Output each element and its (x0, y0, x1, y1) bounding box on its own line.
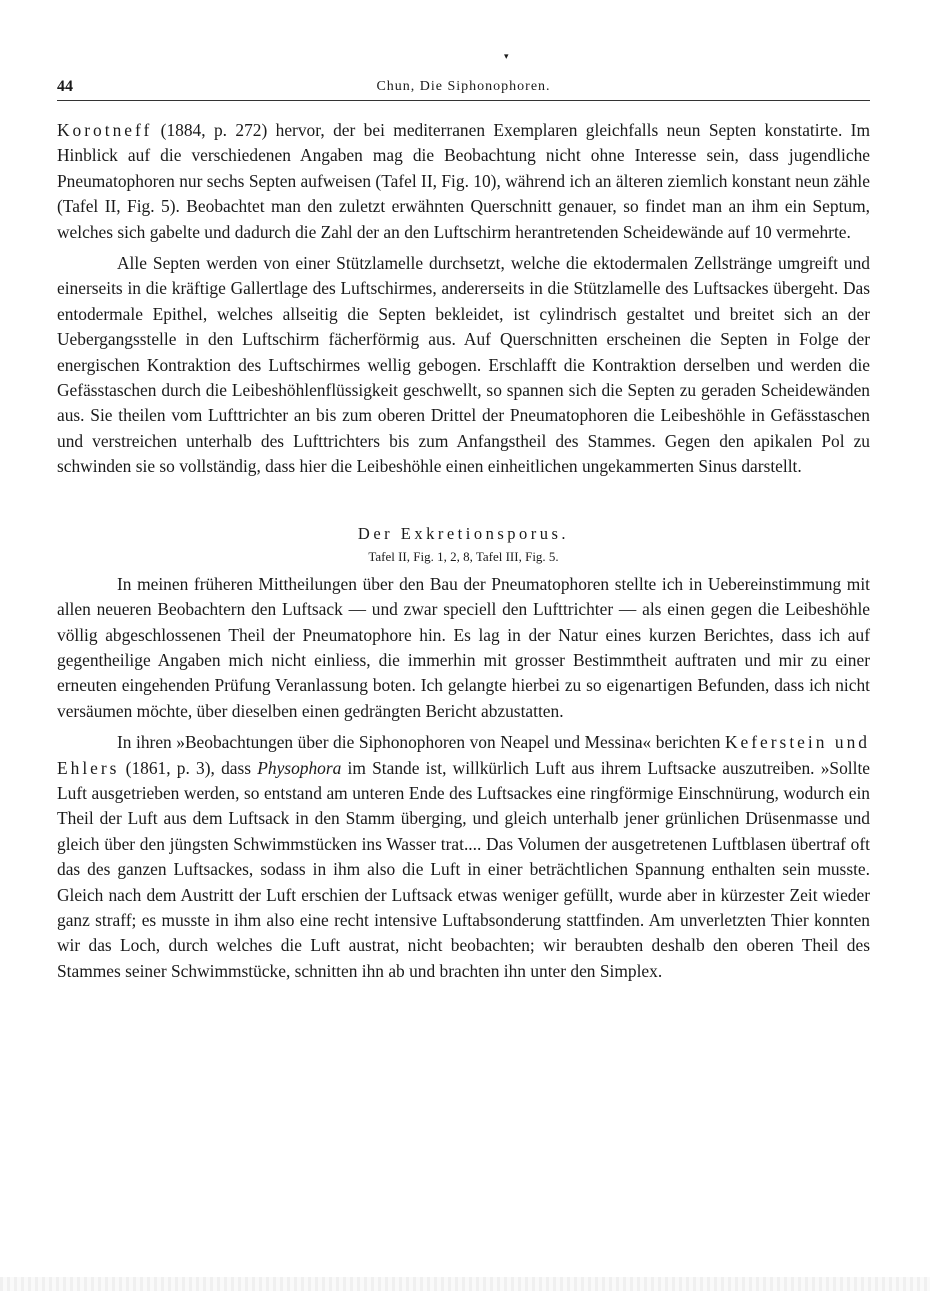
section-subtitle: Tafel II, Fig. 1, 2, 8, Tafel III, Fig. 5. (368, 548, 559, 564)
scan-edge (0, 1277, 930, 1291)
paragraph-3: In meinen früheren Mittheilungen über den Bau der Pneumatophoren stellte ich in Uebereinstimmung mit allen neueren Beobachtern den Luftsack — und zwar speciell den Lufttrichter — als einen gegen die Leibeshöhle völlig abgeschlossenen Theil der Pneumatophore hin. Es lag in der Natur eines kurzen Berichtes, dass ich auf gegentheilige Angaben mich nicht einliess, die immerhin mit grosser Bestimmtheit auftraten und mir zu einer erneuten eingehenden Prüfung Veranlassung boten. Ich gelangte hierbei zu so eigenartigen Befunden, dass ich nicht versäumen möchte, über dieselben einen gedrängten Bericht abzustatten. (57, 573, 870, 721)
paragraph-2: Alle Septen werden von einer Stützlamelle durchsetzt, welche die ektodermalen Zellstränge umgreift und einerseits in die kräftige Gallertlage des Luftschirmes, andererseits in die Stützlamelle des Luftsackes übergeht. Das entodermale Epithel, welches allseitig die Septen bekleidet, ist cylindrisch gestaltet und breitet sich an der Uebergangsstelle in den Luftschirm fächerförmig aus. Auf Querschnitten erscheinen die Septen in Folge der energischen Kontraktion des Luftschirmes wellig gebogen. Erschlafft die Kontraktion derselben und werden die Gefässtaschen durch die Leibeshöhlenflüssigkeit geschwellt, so spannen sich die Septen zu geraden Scheidewänden aus. Sie theilen vom Lufttrichter an bis zum oberen Drittel der Pneumatophoren die Leibeshöhle in Gefässtaschen und verstreichen unterhalb des Lufttrichters bis zum Anfangstheil des Stammes. Gegen den apikalen Pol zu schwinden sie so vollständig, dass hier die Leibeshöhle einen einheitlichen ungekammerten Sinus darstellt. (57, 253, 870, 477)
paragraph-4-text-c: im Stande ist, willkürlich Luft aus ihrem Luftsacke auszutreiben. »Sollte Luft ausgetrieben werden, so entstand am unteren Ende des Luftsackes eine ringförmige Einschnürung, wodurch ein Theil der Luft aus dem Luftsack in den Stamm überging, und gleich unterhalb jener grünlichen Drüsenmasse und gleich über den jüngsten Schwimmstücken ins Wasser trat.... Das Volumen der ausgetretenen Luftblasen übertraf oft das des ganzen Luftsackes, sodass in ihm also die Luft in einer beträchtlichen Spannung enthalten sein musste. Gleich nach dem Austritt der Luft erschien der Luftsack etwas weniger gefüllt, wurde aber in kürzester Zeit wieder ganz straff; es musste in ihm also eine recht intensive Luftabsonderung stattfinden. Am unverletzten Thier konnten wir das Loch, durch welches die Luft austrat, nicht beobachten; wir beraubten deshalb den oberen Theil des Stammes seiner Schwimmstücke, schnitten ihn ab und brachten ihn unter den Simplex. (57, 757, 870, 981)
paragraph-4-text-b: (1861, p. 3), dass (119, 757, 258, 778)
paragraph-1 (57, 118, 870, 245)
page-number: 44 (57, 78, 73, 95)
print-mark: ▾ (504, 52, 509, 62)
paragraph-1-text: (1884, p. 272) hervor, der bei mediterranen Exemplaren gleichfalls neun Septen konstatirte. Im Hinblick auf die verschiedenen Angaben mag die Beobachtung nicht ohne Interesse sein, dass jugendliche Pneumatophoren nur sechs Septen aufweisen (Tafel II, Fig. 10), während ich an älteren ziemlich konstant neun zähle (Tafel II, Fig. 5). Beobachtet man den zuletzt erwähnten Querschnitt genauer, so findet man an ihm ein Septum, welches sich gabelte und dadurch die Zahl der an den Luftschirm herantretenden Scheidewände auf 10 vermehrte. (57, 120, 870, 242)
page-header (57, 78, 870, 101)
paragraph-4-text-a: In ihren »Beobachtungen über die Siphonophoren von Neapel und Messina« berichten (117, 732, 725, 753)
page-body (57, 118, 870, 984)
section-title: Der Exkretionsporus. (357, 523, 570, 543)
running-head: Chun, Die Siphonophoren. (376, 79, 551, 94)
authors-keferstein-ehlers: Keferstein und Ehlers (57, 732, 870, 778)
paragraph-4 (57, 730, 870, 984)
author-korotneff: Korotneff (57, 120, 153, 140)
genus-physophora: Physophora (257, 757, 342, 778)
